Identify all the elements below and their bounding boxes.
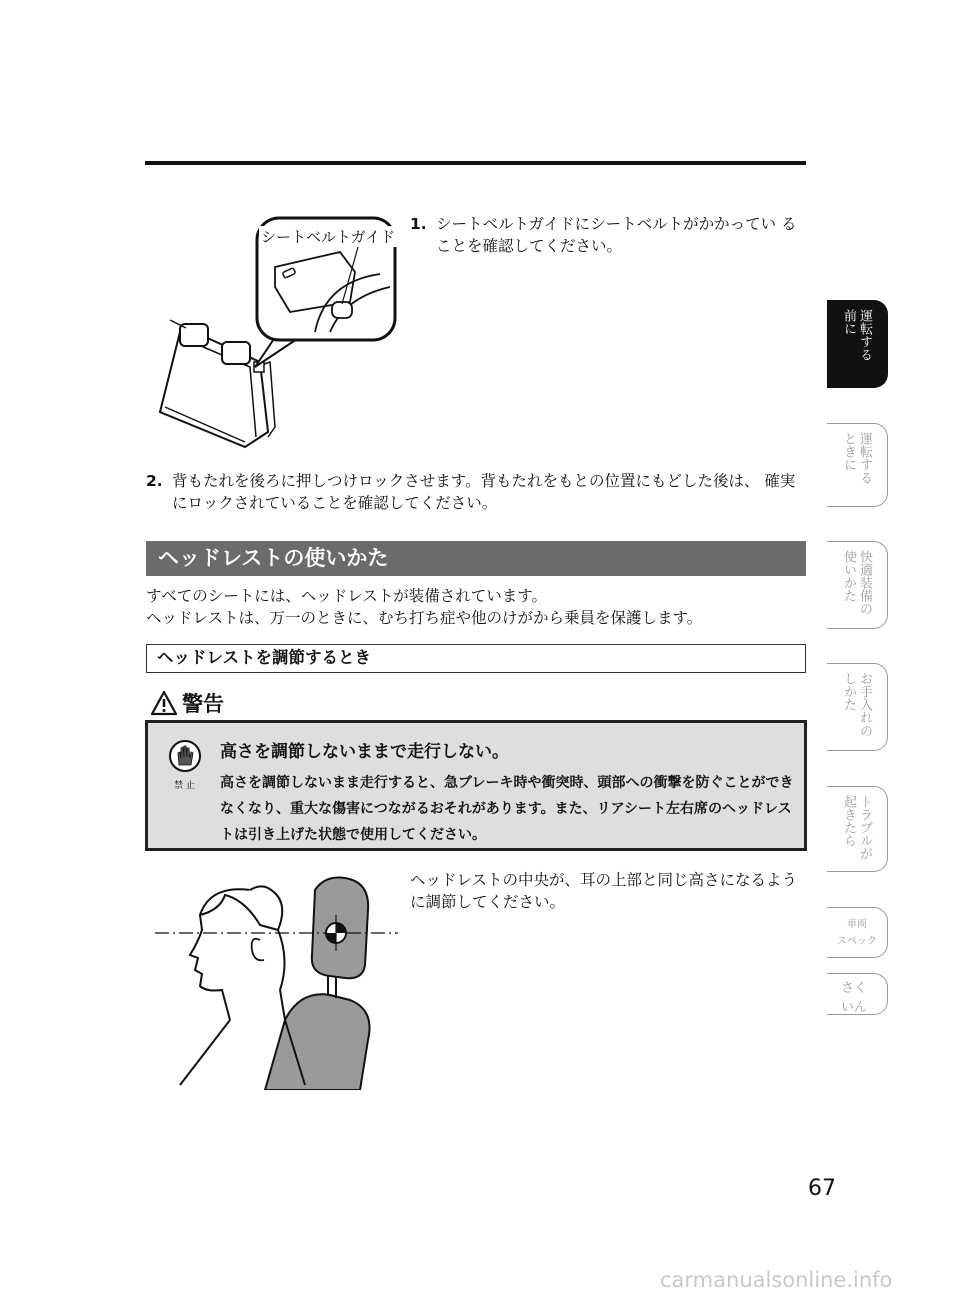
tab-text: しかた <box>841 672 856 711</box>
subsection-heading: ヘッドレストを調節するとき <box>146 644 806 673</box>
step-number: 1. <box>410 215 427 233</box>
tab-index[interactable] <box>827 973 888 1015</box>
seatbelt-guide-illustration <box>150 212 400 457</box>
callout-label: シートベルトガイド <box>261 228 396 246</box>
tab-text: 前に <box>841 309 856 335</box>
prohibit-label: 禁止 <box>173 781 198 791</box>
step-1 <box>410 213 806 257</box>
warning-box <box>145 720 807 851</box>
tab-text: 起きたら <box>841 795 856 847</box>
step-text: シートベルトガイドにシートベルトがかかってい ることを確認してください。 <box>436 215 797 255</box>
tab-text: いん <box>841 1000 868 1015</box>
tab-text: スペック <box>837 936 877 947</box>
tab-text: ときに <box>841 432 856 471</box>
top-rule <box>145 161 806 165</box>
section-intro-2: ヘッドレストは、万一のときに、むち打ち症や他のけがから乗員を保護します。 <box>146 609 703 627</box>
warning-text: 高さを調節しないまま走行すると、急ブレーキ時や衝突時、頭部への衝撃を防ぐことができなくなり、重大な傷害につながるおそれがあります。また、リアシート左右席のヘッドレストは引き上げた状態で使用してください。 <box>220 775 794 843</box>
tab-text: 運転する <box>857 309 872 361</box>
tab-while-driving[interactable] <box>827 423 888 507</box>
headrest-position-illustration <box>150 870 400 1090</box>
tab-text: 車両 <box>847 919 867 930</box>
tab-text: 運転する <box>857 432 872 484</box>
tab-text: 快適装備の <box>857 550 872 615</box>
tab-before-driving[interactable] <box>827 300 888 388</box>
prohibit-icon <box>168 739 202 777</box>
section-heading: ヘッドレストの使いかた <box>146 541 806 576</box>
warning-title: 高さを調節しないままで走行しない。 <box>220 742 509 762</box>
tab-text: さく <box>841 981 868 996</box>
tab-text: 使いかた <box>841 550 856 602</box>
warning-header <box>150 688 224 720</box>
warning-label: 警告 <box>182 692 224 716</box>
section-intro-1: すべてのシートには、ヘッドレストが装備されています。 <box>146 587 547 605</box>
tab-vehicle-specs[interactable] <box>827 907 888 958</box>
page-number: 67 <box>808 1176 836 1201</box>
tab-text: トラブルが <box>857 795 872 860</box>
warning-triangle-icon <box>150 690 178 716</box>
tab-maintenance[interactable] <box>827 663 888 751</box>
tab-troubleshooting[interactable] <box>827 786 888 872</box>
step-number: 2. <box>146 472 163 490</box>
footer-watermark: carmanualsonline.info <box>660 1268 893 1292</box>
tab-comfort-equipment[interactable] <box>827 541 888 629</box>
tab-text: お手入れの <box>857 672 872 737</box>
step-text: 背もたれを後ろに押しつけロックさせます。背もたれをもとの位置にもどした後は、 確実にロックされていることを確認してください。 <box>172 472 796 512</box>
headrest-note: ヘッドレストの中央が、耳の上部と同じ高さになるように調節してください。 <box>410 871 798 911</box>
step-2 <box>146 470 808 514</box>
